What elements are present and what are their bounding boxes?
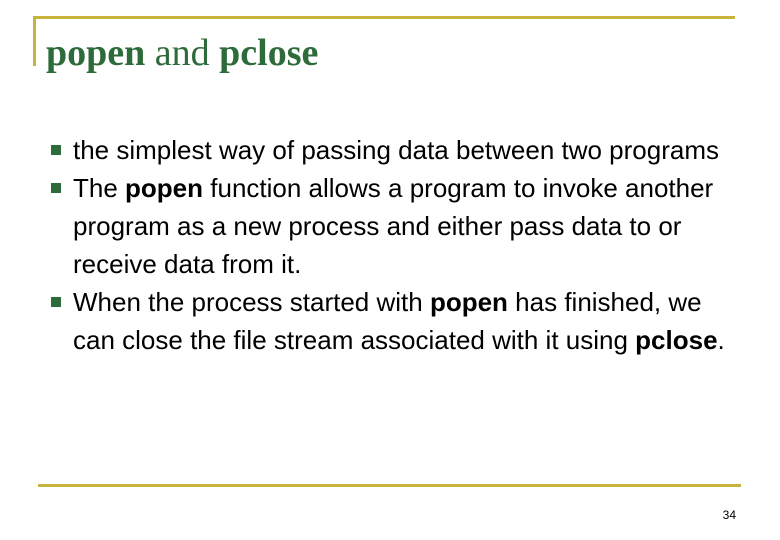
keyword-popen: popen (125, 173, 204, 203)
bullet-text: has finished, we can close the file stream associated with it using (73, 287, 702, 355)
bullet-text: function allows a program to invoke another program as a new process and either pass data to or receive data from it. (73, 173, 714, 279)
title-keyword-pclose: pclose (219, 32, 319, 74)
bullet-item (45, 283, 725, 359)
page-number: 34 (722, 508, 736, 522)
footer-rule (38, 484, 741, 487)
square-bullet-icon (51, 145, 61, 155)
title-keyword-popen: popen (46, 32, 146, 74)
keyword-popen: popen (429, 287, 508, 317)
bullet-text: The (73, 173, 126, 203)
square-bullet-icon (51, 183, 61, 193)
slide-title (46, 30, 318, 76)
bullet-list (45, 131, 725, 359)
bullet-item (45, 169, 725, 283)
bullet-text: . (717, 325, 725, 355)
keyword-pclose: pclose (635, 325, 718, 355)
title-frame-left-rule (33, 16, 36, 66)
bullet-text: When the process started with (73, 287, 430, 317)
square-bullet-icon (51, 297, 61, 307)
title-frame-top-rule (33, 16, 735, 19)
bullet-text: the simplest way of passing data between two programs (73, 135, 720, 165)
bullet-item (45, 131, 725, 169)
title-conjunction: and (145, 32, 220, 74)
